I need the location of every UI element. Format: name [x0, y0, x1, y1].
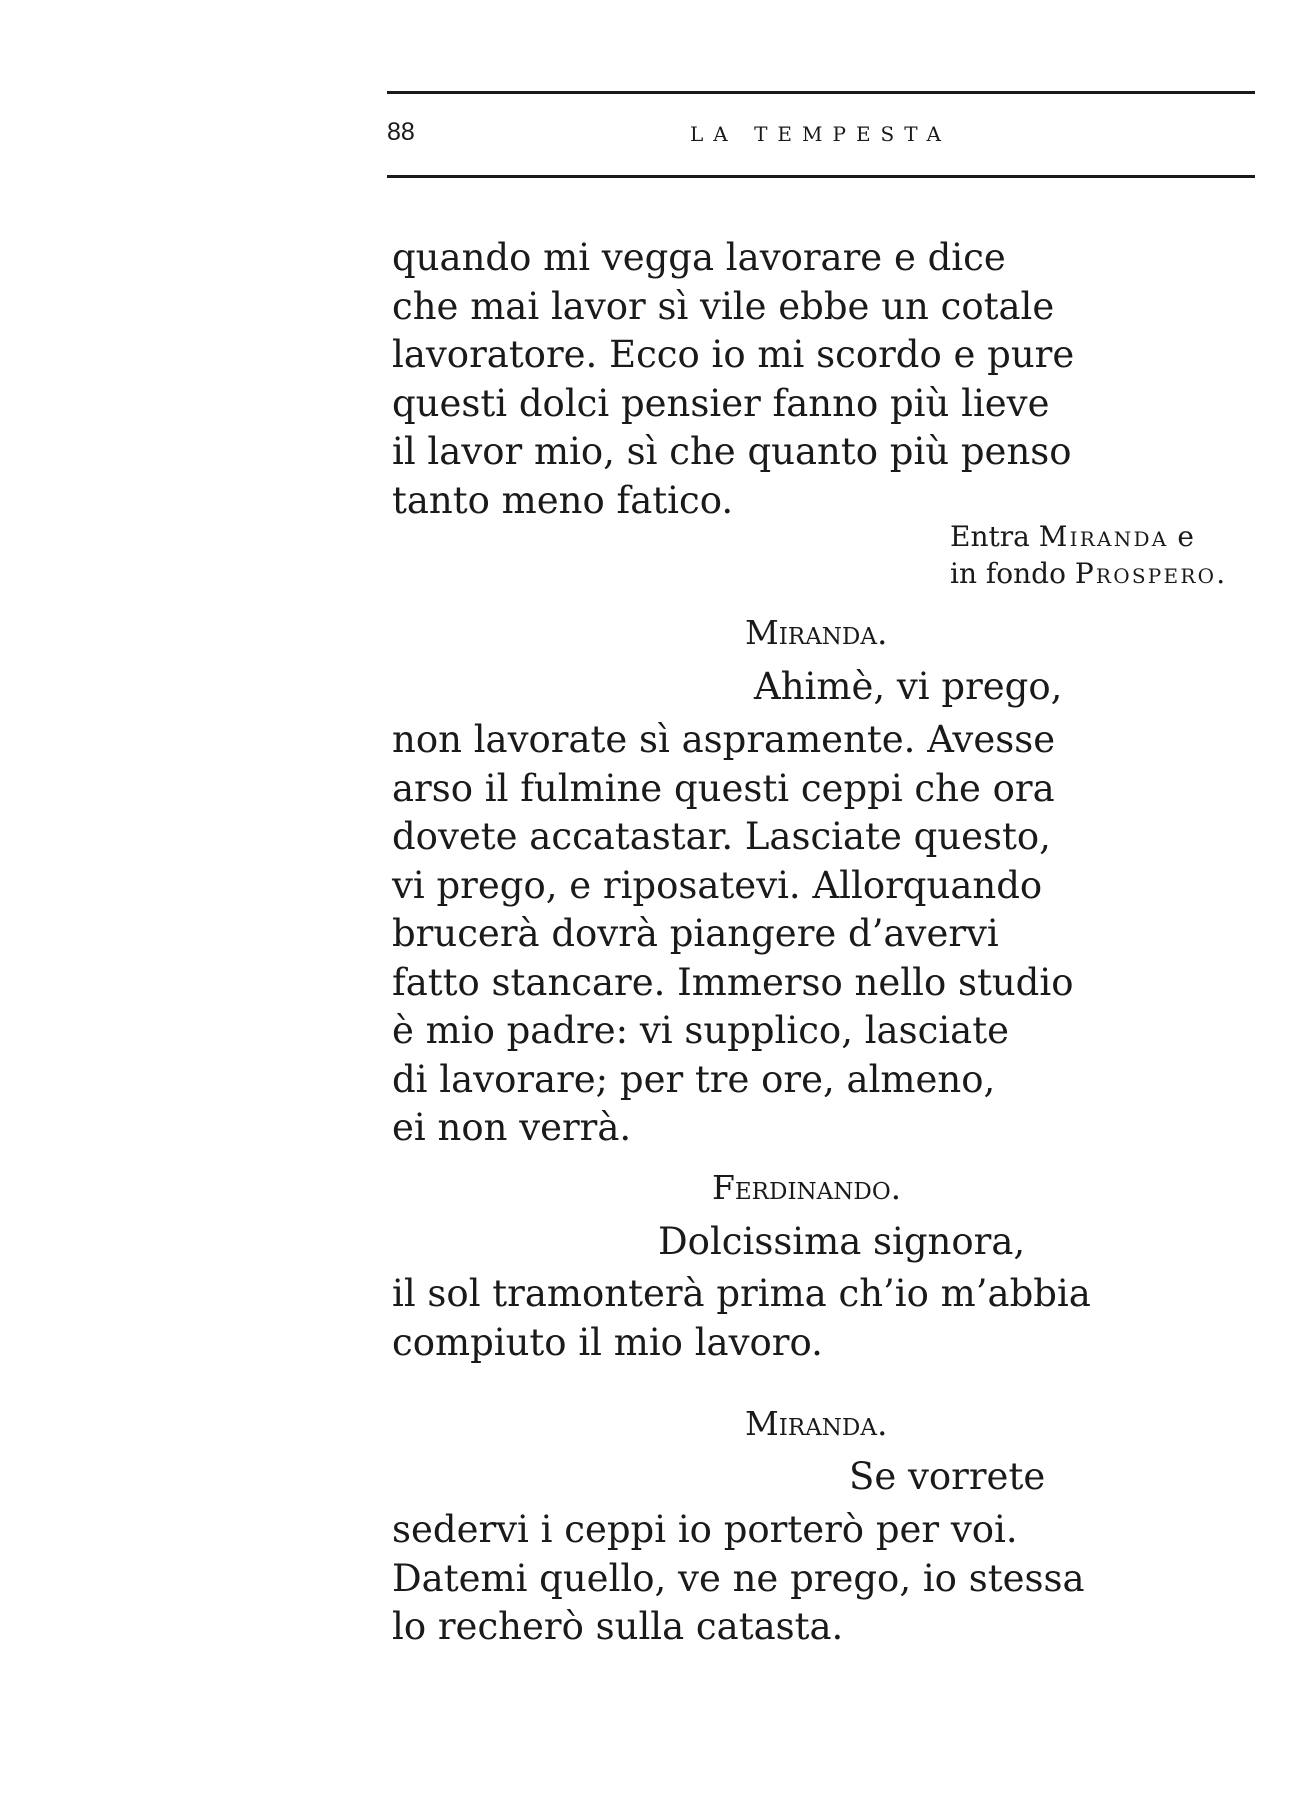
character-name: Miranda: [1038, 520, 1169, 553]
verse-line: fatto stancare. Immerso nello studio: [392, 960, 1074, 1004]
stage-direction: [950, 518, 1227, 592]
verse-line: il lavor mio, sì che quanto più penso: [392, 430, 1072, 473]
speaker-name: Miranda.: [745, 613, 888, 652]
verse-continuation-line: Ahimè, vi prego,: [754, 665, 1063, 708]
speaker-name: Ferdinando.: [712, 1168, 902, 1207]
running-title: LA TEMPESTA: [690, 122, 951, 146]
verse-line: quando mi vegga lavorare e dice: [392, 236, 1006, 279]
stage-direction-line-1: Entra Miranda e: [950, 520, 1194, 553]
verse-line: arso il fulmine questi ceppi che ora: [392, 766, 1055, 810]
verse-line: questi dolci pensier fanno più lieve: [392, 381, 1050, 425]
header-rule-bottom: [387, 175, 1255, 178]
verse-line: ei non verrà.: [392, 1106, 632, 1149]
verse-block-2: [392, 716, 1073, 1153]
verse-continuation-line: Se vorrete: [849, 1455, 1046, 1498]
verse-line: che mai lavor sì vile ebbe un cotale: [392, 284, 1055, 328]
verse-line: il sol tramonterà prima ch’io m’abbia: [392, 1272, 1091, 1315]
verse-line: Datemi quello, ve ne prego, io stessa: [392, 1556, 1085, 1600]
verse-line: sedervi i ceppi io porterò per voi.: [392, 1508, 1018, 1551]
verse-line: compiuto il mio lavoro.: [392, 1320, 823, 1364]
verse-line: lo recherò sulla catasta.: [392, 1605, 844, 1648]
verse-block-1: [392, 234, 1074, 525]
header-rule-top: [387, 91, 1255, 94]
verse-line: dovete accatastar. Lasciate questo,: [392, 815, 1051, 858]
verse-block-4: [392, 1506, 1085, 1652]
verse-line: non lavorate sì aspramente. Avesse: [392, 718, 1056, 761]
verse-continuation-line: Dolcissima signora,: [658, 1220, 1026, 1263]
page-number: 88: [387, 118, 415, 146]
speaker-name: Miranda.: [745, 1404, 888, 1443]
verse-line: è mio padre: vi supplico, lasciate: [392, 1009, 1009, 1052]
character-name: Prospero.: [1074, 557, 1228, 590]
verse-line: di lavorare; per tre ore, almeno,: [392, 1057, 996, 1101]
verse-line: lavoratore. Ecco io mi scordo e pure: [392, 333, 1075, 376]
stage-direction-line-2: in fondo Prospero.: [950, 557, 1228, 590]
verse-block-3: [392, 1270, 1091, 1367]
verse-line: tanto meno fatico.: [392, 478, 734, 522]
verse-line: vi prego, e riposatevi. Allorquando: [392, 863, 1043, 907]
verse-line: brucerà dovrà piangere d’avervi: [392, 912, 999, 955]
